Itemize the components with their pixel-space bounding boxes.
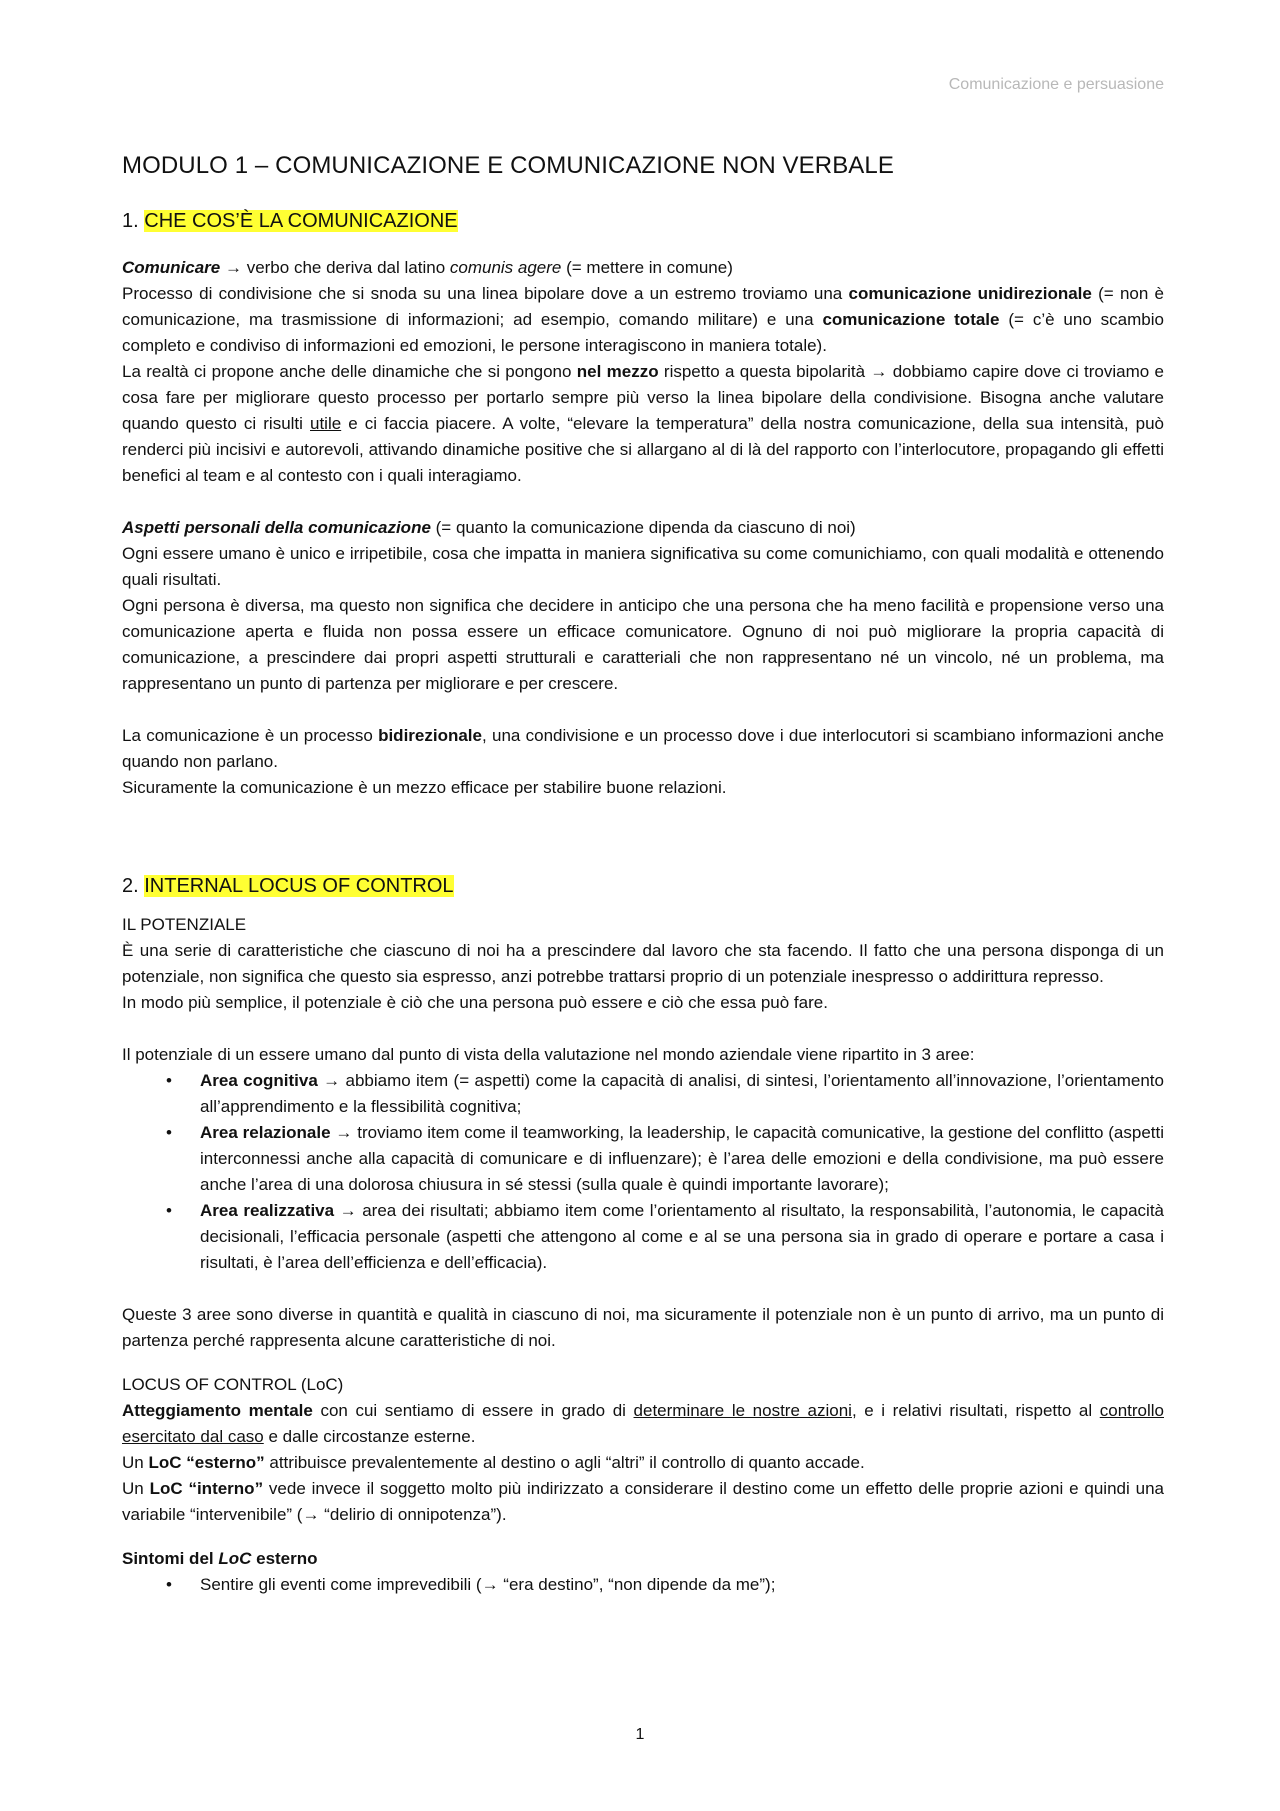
paragraph: Un LoC “interno” vede invece il soggetto molto più indirizzato a considerare il destino come un effetto delle proprie azioni e quindi una variabile “intervenibile” (→ “delirio di onnipotenza”). [122, 1479, 1164, 1524]
definition-line: Comunicare → verbo che deriva dal latino comunis agere (= mettere in comune) [122, 258, 733, 277]
paragraph: Processo di condivisione che si snoda su una linea bipolare dove a un estremo troviamo una comunicazione unidirezionale (= non è comunicazione, ma trasmissione di informazioni; ad esempio, comando militare) e una comunicazione totale (= c’è uno scambio completo e condiviso di informazioni ed emozioni, le persone interagiscono in maniera totale). [122, 284, 1165, 355]
list-item: • Area cognitiva → abbiamo item (= aspetti) come la capacità di analisi, di sintesi, l’orientamento all’innovazione, l’orientamento all’apprendimento e la flessibilità cognitiva; [122, 1068, 1164, 1120]
list-item: • Sentire gli eventi come imprevedibili (→ “era destino”, “non dipende da me”); [122, 1572, 1164, 1598]
page-number: 1 [635, 1726, 645, 1743]
areas-list [122, 1068, 1164, 1276]
paragraph: Un LoC “esterno” attribuisce prevalentemente al destino o agli “altri” il controllo di quanto accade. [122, 1453, 865, 1472]
subheading-loc: LOCUS OF CONTROL (LoC) [122, 1375, 344, 1394]
list-item: • Area relazionale → troviamo item come il teamworking, la leadership, le capacità comunicative, la gestione del conflitto (aspetti interconnessi anche alla capacità di comunicare e di influenzare); è l’area delle emozioni e della condivisione, ma può essere anche l’area di una dolorosa chiusura in sé stessi (sulla quale è quindi importante lavorare); [122, 1120, 1164, 1198]
paragraph: Ogni persona è diversa, ma questo non significa che decidere in anticipo che una persona che ha meno facilità e propensione verso una comunicazione aperta e fluida non possa essere un efficace comunicatore. Ognuno di noi può migliorare la propria capacità di comunicazione, a prescindere dai propri aspetti strutturali e caratteriali che non rappresentano né un vincolo, né un problema, ma rappresentano un punto di partenza per migliorare e per crescere. [122, 596, 1164, 693]
paragraph: In modo più semplice, il potenziale è ciò che una persona può essere e ciò che essa può fare. [122, 993, 828, 1012]
subheading-potenziale: IL POTENZIALE [122, 915, 247, 934]
section-1-heading: 1. CHE COS’È LA COMUNICAZIONE [122, 210, 458, 232]
paragraph: Sicuramente la comunicazione è un mezzo efficace per stabilire buone relazioni. [122, 778, 727, 797]
paragraph: È una serie di caratteristiche che ciascuno di noi ha a prescindere dal lavoro che sta facendo. Il fatto che una persona disponga di un potenziale, non significa che questo sia espresso, anzi potrebbe trattarsi proprio di un potenziale inespresso o addirittura represso. [122, 941, 1164, 986]
section-2-heading: 2. INTERNAL LOCUS OF CONTROL [122, 875, 454, 897]
paragraph: Queste 3 aree sono diverse in quantità e qualità in ciascuno di noi, ma sicuramente il potenziale non è un punto di arrivo, ma un punto di partenza perché rappresenta alcune caratteristiche di noi. [122, 1305, 1164, 1350]
subheading-aspects: Aspetti personali della comunicazione (= quanto la comunicazione dipenda da ciascuno di noi) [122, 518, 856, 537]
subheading-symptoms: Sintomi del LoC esterno [122, 1549, 318, 1568]
running-header: Comunicazione e persuasione [948, 76, 1164, 93]
paragraph: Atteggiamento mentale con cui sentiamo di essere in grado di determinare le nostre azioni, e i relativi risultati, rispetto al controllo esercitato dal caso e dalle circostanze esterne. [122, 1401, 1164, 1446]
section-1-title: CHE COS’È LA COMUNICAZIONE [144, 210, 458, 232]
paragraph: La realtà ci propone anche delle dinamiche che si pongono nel mezzo rispetto a questa bipolarità → dobbiamo capire dove ci troviamo e cosa fare per migliorare questo processo per portarlo sempre più verso la linea bipolare della condivisione. Bisogna anche valutare quando questo ci risulti utile e ci faccia piacere. A volte, “elevare la temperatura” della nostra comunicazione, della sua intensità, può renderci più incisivi e autorevoli, attivando dinamiche positive che si allargano al di là del rapporto con l’interlocutore, propagando gli effetti benefici al team e al contesto con i quali interagiamo. [122, 362, 1164, 485]
section-2-title: INTERNAL LOCUS OF CONTROL [144, 875, 454, 897]
symptoms-list [122, 1572, 1164, 1598]
paragraph: Ogni essere umano è unico e irripetibile, cosa che impatta in maniera significativa su come comunichiamo, con quali modalità e ottenendo quali risultati. [122, 544, 1164, 589]
paragraph: La comunicazione è un processo bidirezionale, una condivisione e un processo dove i due interlocutori si scambiano informazioni anche quando non parlano. [122, 726, 1164, 771]
page-content [122, 152, 1164, 1598]
module-title: MODULO 1 – COMUNICAZIONE E COMUNICAZIONE NON VERBALE [122, 152, 894, 179]
list-item: • Area realizzativa → area dei risultati; abbiamo item come l’orientamento al risultato, la responsabilità, l’autonomia, le capacità decisionali, l’efficacia personale (aspetti che attengono al come e al se una persona sia in grado di operare e portare a casa i risultati, è l’area dell’efficienza e dell’efficacia). [122, 1198, 1164, 1276]
paragraph: Il potenziale di un essere umano dal punto di vista della valutazione nel mondo aziendale viene ripartito in 3 aree: [122, 1045, 975, 1064]
